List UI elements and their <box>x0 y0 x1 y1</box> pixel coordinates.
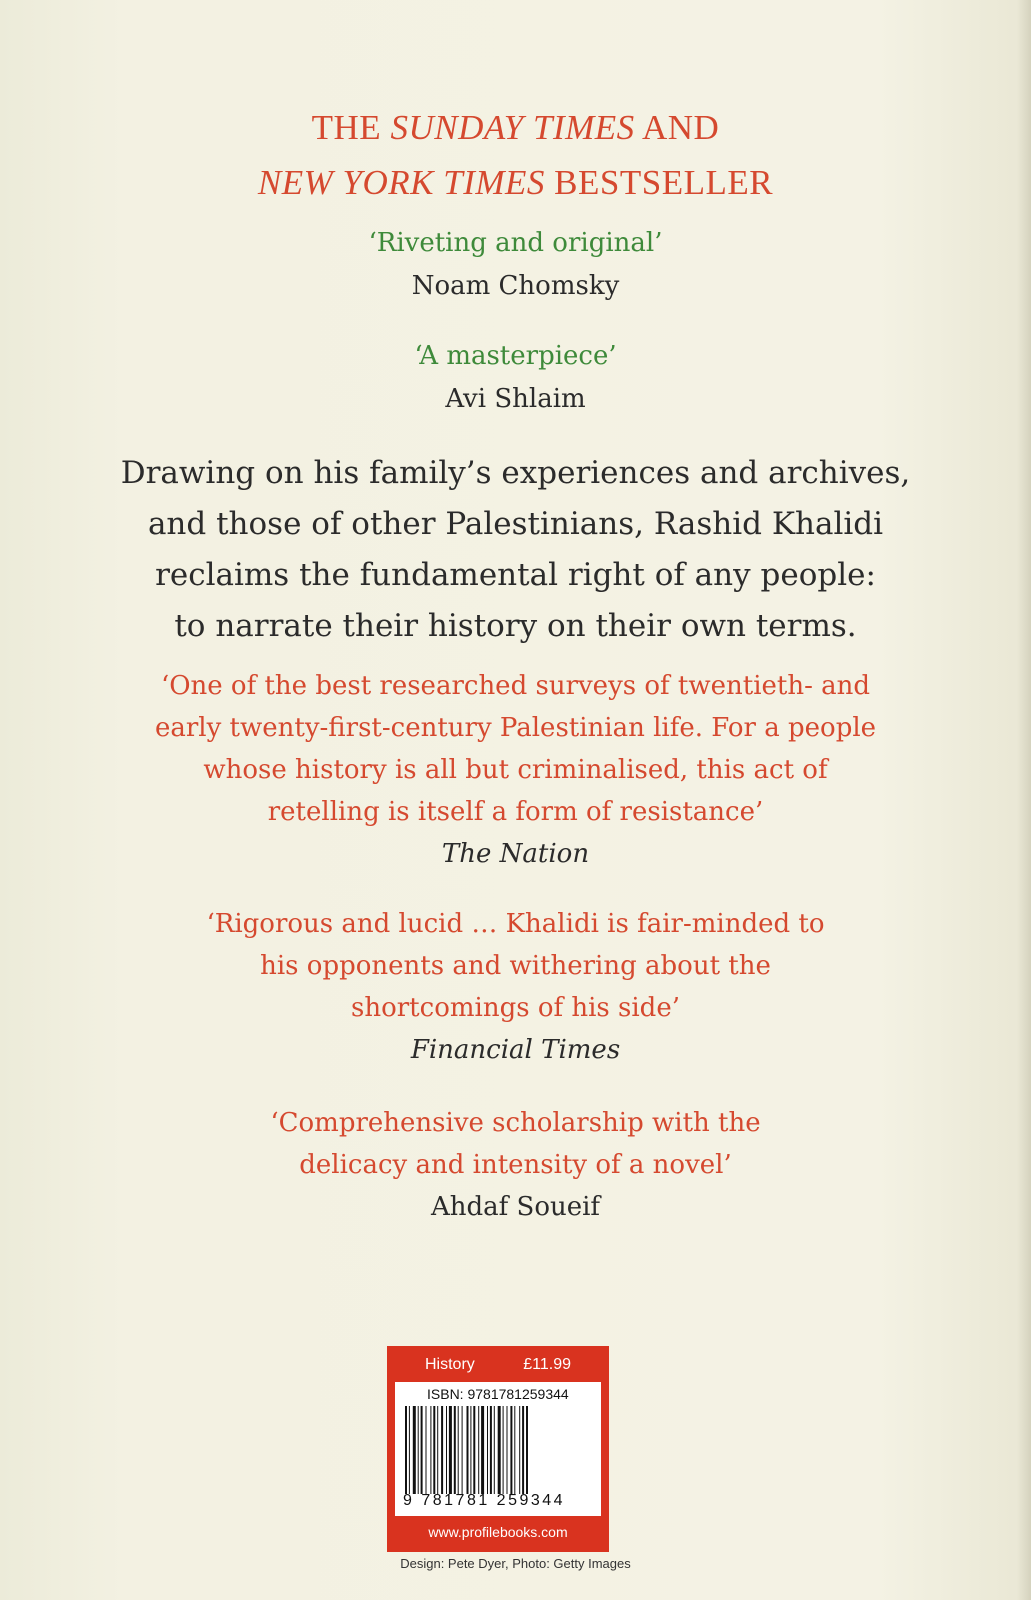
banner-text: BESTSELLER <box>544 163 774 202</box>
category-label: History <box>425 1356 475 1373</box>
barcode-bar <box>487 1406 488 1494</box>
banner-text: THE <box>311 108 391 147</box>
barcode-bar <box>503 1406 504 1494</box>
barcode-bar <box>426 1406 427 1494</box>
review-line: whose history is all but criminalised, this act of <box>203 755 828 785</box>
barcode-bar <box>470 1406 471 1494</box>
barcode-icon <box>401 1406 595 1494</box>
review-financial-times <box>0 903 1031 1071</box>
banner-newspaper-1: SUNDAY TIMES <box>390 108 635 147</box>
banner-text: AND <box>634 108 720 147</box>
review-line: delicacy and intensity of a novel’ <box>299 1150 732 1180</box>
barcode-bar <box>519 1406 520 1494</box>
short-quote-2 <box>0 335 1031 421</box>
blurb-line: and those of other Palestinians, Rashid Khalidi <box>147 506 884 542</box>
barcode-bar <box>458 1406 459 1494</box>
barcode-bar <box>514 1406 515 1494</box>
barcode-bar <box>462 1406 463 1494</box>
barcode-bar <box>494 1406 495 1494</box>
barcode-bar <box>510 1406 512 1494</box>
book-blurb <box>0 448 1031 652</box>
quote-text: ‘Riveting and original’ <box>368 228 663 258</box>
review-line: shortcomings of his side’ <box>351 993 680 1023</box>
quote-author: Avi Shlaim <box>445 384 586 414</box>
barcode-bar <box>437 1406 438 1494</box>
barcode-bar <box>467 1406 469 1494</box>
barcode-bar <box>498 1406 501 1494</box>
price-label: £11.99 <box>523 1356 571 1373</box>
barcode-bar <box>413 1406 416 1494</box>
barcode-bar <box>507 1406 508 1494</box>
barcode-bar <box>446 1406 447 1494</box>
banner-newspaper-2: NEW YORK TIMES <box>257 163 545 202</box>
review-line: ‘Rigorous and lucid … Khalidi is fair-minded to <box>206 909 825 939</box>
barcode-bar <box>441 1406 443 1494</box>
price-barcode-box <box>387 1346 609 1552</box>
barcode-bar <box>421 1406 423 1494</box>
short-quote-1 <box>0 222 1031 308</box>
barcode-panel <box>395 1382 601 1516</box>
barcode-bar <box>478 1406 479 1494</box>
review-line: early twenty-first-century Palestinian life. For a people <box>154 713 877 743</box>
blurb-line: reclaims the fundamental right of any people: <box>155 557 876 593</box>
quote-author: Noam Chomsky <box>411 271 620 301</box>
barcode-bar <box>405 1406 407 1494</box>
design-credits: Design: Pete Dyer, Photo: Getty Images <box>400 1556 631 1571</box>
barcode-bar <box>522 1406 524 1494</box>
barcode-bar <box>490 1406 492 1494</box>
bestseller-banner <box>0 100 1031 210</box>
banner-line-2 <box>0 155 1031 210</box>
barcode-bar <box>409 1406 410 1494</box>
publisher-website: www.profilebooks.com <box>428 1524 568 1540</box>
blurb-line: Drawing on his family’s experiences and archives, <box>120 455 911 491</box>
price-header <box>387 1346 609 1382</box>
barcode-bar <box>473 1406 475 1494</box>
review-source: The Nation <box>441 839 590 869</box>
review-line: his opponents and withering about the <box>260 951 771 981</box>
review-source: Ahdaf Soueif <box>430 1192 601 1222</box>
barcode-bar <box>430 1406 431 1494</box>
barcode-bar <box>418 1406 419 1494</box>
isbn-label: ISBN: 9781781259344 <box>427 1386 569 1402</box>
blurb-line: to narrate their history on their own terms. <box>174 608 857 644</box>
review-ahdaf-soueif <box>0 1102 1031 1228</box>
banner-line-1 <box>0 100 1031 155</box>
review-line: ‘One of the best researched surveys of twentieth- and <box>160 671 871 701</box>
barcode-bar <box>454 1406 456 1494</box>
barcode-bar <box>433 1406 435 1494</box>
barcode-bar <box>481 1406 484 1494</box>
barcode-digits: 9 781781 259344 <box>403 1492 566 1509</box>
review-the-nation <box>0 665 1031 875</box>
review-line: retelling is itself a form of resistance’ <box>267 797 764 827</box>
barcode-bar <box>449 1406 452 1494</box>
barcode-bar <box>526 1406 528 1494</box>
quote-text: ‘A masterpiece’ <box>414 341 617 371</box>
review-line: ‘Comprehensive scholarship with the <box>270 1108 761 1138</box>
review-source: Financial Times <box>410 1035 621 1065</box>
